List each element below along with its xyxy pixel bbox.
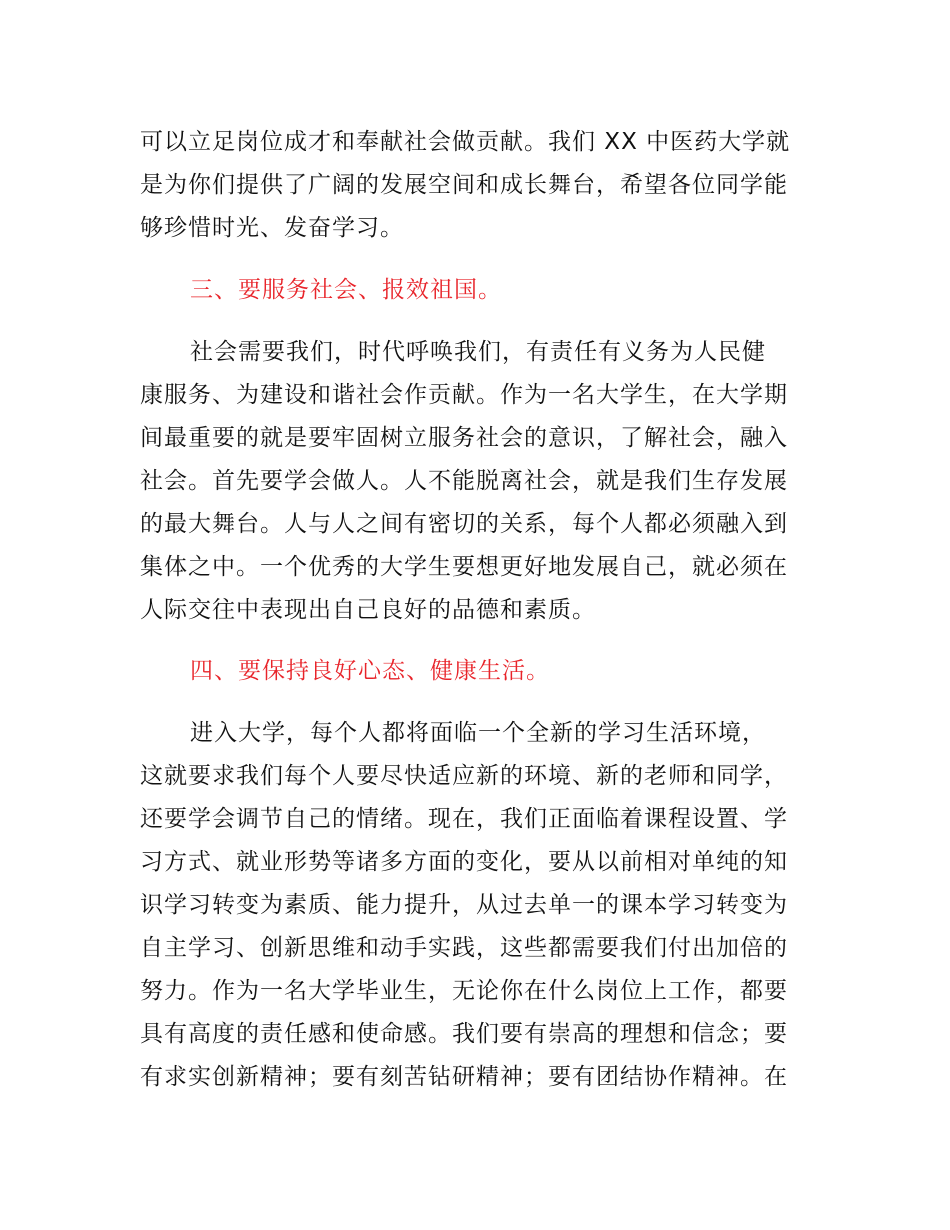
paragraph-line: 努力。作为一名大学毕业生，无论你在什么岗位上工作，都要	[140, 978, 788, 1004]
paragraph-line: 社会。首先要学会做人。人不能脱离社会，就是我们生存发展	[140, 468, 788, 494]
paragraph-line: 具有高度的责任感和使命感。我们要有崇高的理想和信念；要	[140, 1021, 788, 1047]
paragraph-line: 社会需要我们，时代呼唤我们，有责任有义务为人民健	[190, 339, 766, 365]
section-heading-3: 三、要服务社会、报效祖国。	[190, 277, 502, 303]
paragraph-line: 有求实创新精神；要有刻苦钻研精神；要有团结协作精神。在	[140, 1064, 788, 1090]
paragraph-line: 可以立足岗位成才和奉献社会做贡献。我们 XX 中医药大学就	[140, 129, 791, 155]
paragraph-line: 的最大舞台。人与人之间有密切的关系，每个人都必须融入到	[140, 511, 788, 537]
paragraph-line: 人际交往中表现出自己良好的品德和素质。	[140, 597, 596, 623]
paragraph-line: 康服务、为建设和谐社会作贡献。作为一名大学生，在大学期	[140, 382, 788, 408]
paragraph-line: 识学习转变为素质、能力提升，从过去单一的课本学习转变为	[140, 892, 788, 918]
paragraph-line: 还要学会调节自己的情绪。现在，我们正面临着课程设置、学	[140, 806, 788, 832]
paragraph-line: 自主学习、创新思维和动手实践，这些都需要我们付出加倍的	[140, 935, 788, 961]
paragraph-line: 进入大学，每个人都将面临一个全新的学习生活环境，	[190, 720, 766, 746]
paragraph-line: 间最重要的就是要牢固树立服务社会的意识，了解社会，融入	[140, 425, 788, 451]
paragraph-line: 是为你们提供了广阔的发展空间和成长舞台，希望各位同学能	[140, 172, 788, 198]
paragraph-line: 这就要求我们每个人要尽快适应新的环境、新的老师和同学，	[140, 763, 788, 789]
paragraph-line: 够珍惜时光、发奋学习。	[140, 215, 404, 241]
paragraph-line: 习方式、就业形势等诸多方面的变化，要从以前相对单纯的知	[140, 849, 788, 875]
section-heading-4: 四、要保持良好心态、健康生活。	[190, 658, 550, 684]
paragraph-line: 集体之中。一个优秀的大学生要想更好地发展自己，就必须在	[140, 554, 788, 580]
